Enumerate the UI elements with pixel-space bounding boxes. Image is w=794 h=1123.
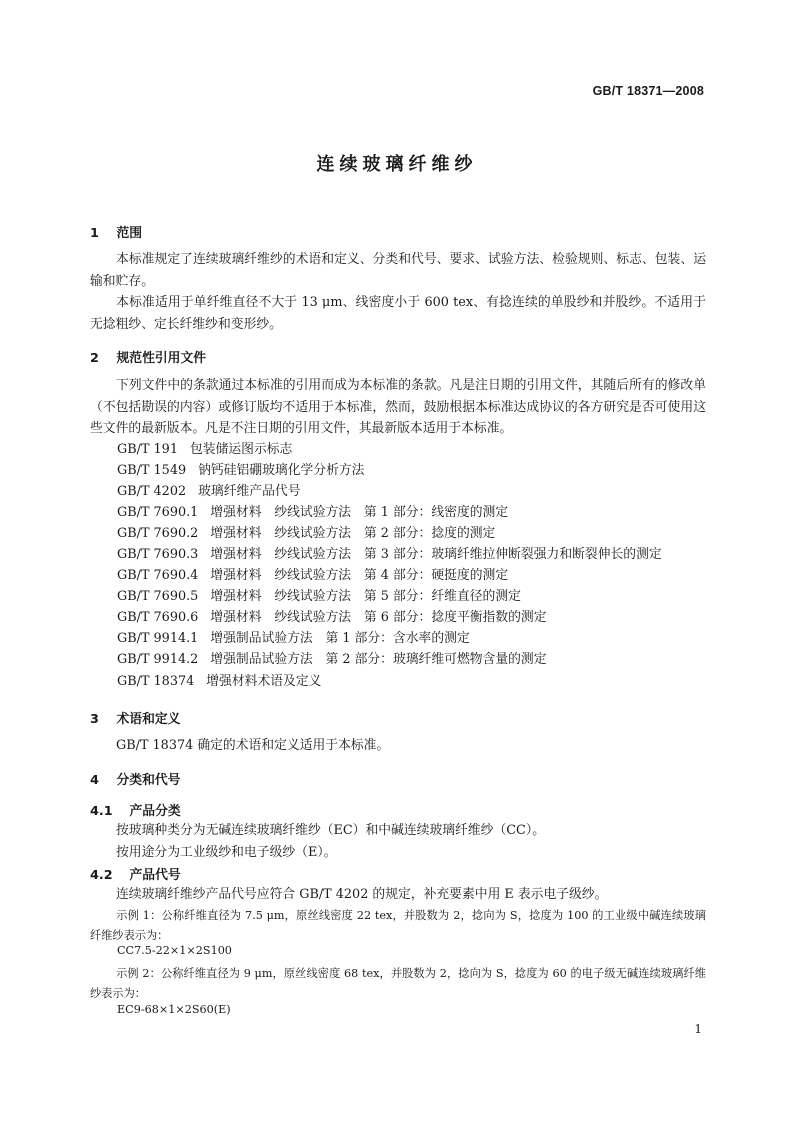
section-3-heading (90, 708, 180, 727)
paragraph: 按玻璃种类分为无碱连续玻璃纤维纱（EC）和中碱连续玻璃纤维纱（CC）。 (116, 823, 546, 838)
example-2-text: 示例 2：公称纤维直径为 9 μm，原丝线密度 68 tex，并股数为 2，捻向为 S，捻度为 60 的电子级无碱连续玻璃纤维纱表示为： (90, 967, 706, 1000)
section-number: 1 (90, 226, 99, 241)
paragraph: 按用途分为工业级纱和电子级纱（E）。 (116, 845, 337, 860)
section-title: 分类和代号 (116, 773, 181, 788)
list-item: GB/T 7690.4 增强材料 纱线试验方法 第 4 部分：硬挺度的测定 (117, 568, 509, 584)
list-item: GB/T 191 包装储运图示标志 (117, 442, 293, 457)
paragraph: 下列文件中的条款通过本标准的引用而成为本标准的条款。凡是注日期的引用文件，其随后所有的修改单（不包括勘误的内容）或修订版均不适用于本标准，然而，鼓励根据本标准达成协议的各方研究是否可使用这些文件的最新版本。凡是不注日期的引用文件，其最新版本适用于本标准。 (90, 378, 706, 436)
list-item: GB/T 7690.6 增强材料 纱线试验方法 第 6 部分：捻度平衡指数的测定 (117, 610, 547, 626)
section-1-heading (90, 222, 142, 241)
subsection-4-1-heading (90, 800, 181, 819)
paragraph: GB/T 18374 确定的术语和定义适用于本标准。 (116, 738, 390, 753)
list-item: GB/T 4202 玻璃纤维产品代号 (117, 484, 301, 500)
section-title: 产品分类 (129, 804, 181, 819)
page-number: 1 (694, 1022, 702, 1036)
section-title: 规范性引用文件 (116, 351, 207, 366)
list-item: GB/T 9914.2 增强制品试验方法 第 2 部分：玻璃纤维可燃物含量的测定 (117, 652, 547, 668)
list-item: GB/T 9914.1 增强制品试验方法 第 1 部分：含水率的测定 (117, 631, 470, 647)
section-title: 术语和定义 (116, 712, 181, 727)
example-1-text: 示例 1：公称纤维直径为 7.5 μm，原丝线密度 22 tex，并股数为 2，捻向为 S，捻度为 100 的工业级中碱连续玻璃纤维纱表示为： (90, 909, 706, 942)
subsection-4-2-heading (90, 864, 181, 883)
section-title: 产品代号 (129, 868, 181, 883)
document-title: 连续玻璃纤维纱 (316, 154, 478, 175)
list-item: GB/T 1549 钠钙硅铝硼玻璃化学分析方法 (117, 463, 365, 479)
section-number: 3 (90, 712, 99, 727)
paragraph: 连续玻璃纤维纱产品代号应符合 GB/T 4202 的规定，补充要素中用 E 表示电子级纱。 (116, 887, 608, 902)
section-number: 2 (90, 351, 99, 366)
paragraph: 本标准规定了连续玻璃纤维纱的术语和定义、分类和代号、要求、试验方法、检验规则、标志、包装、运输和贮存。 (90, 252, 706, 289)
section-2-heading (90, 347, 206, 366)
list-item: GB/T 7690.5 增强材料 纱线试验方法 第 5 部分：纤维直径的测定 (117, 589, 521, 605)
list-item: GB/T 7690.2 增强材料 纱线试验方法 第 2 部分：捻度的测定 (117, 526, 496, 542)
list-item: GB/T 7690.3 增强材料 纱线试验方法 第 3 部分：玻璃纤维拉伸断裂强力和断裂伸长的测定 (117, 547, 662, 563)
section-number: 4.2 (90, 868, 113, 883)
list-item: GB/T 18374 增强材料术语及定义 (117, 673, 322, 689)
section-number: 4.1 (90, 804, 113, 819)
example-2-code: EC9-68×1×2S60(E) (117, 1003, 231, 1016)
paragraph: 本标准适用于单纤维直径不大于 13 μm、线密度小于 600 tex、有捻连续的单股纱和并股纱。不适用于无捻粗纱、定长纤维纱和变形纱。 (90, 295, 706, 332)
list-item: GB/T 7690.1 增强材料 纱线试验方法 第 1 部分：线密度的测定 (117, 505, 509, 521)
section-number: 4 (90, 773, 99, 788)
example-1-code: CC7.5-22×1×2S100 (117, 944, 232, 957)
document-code: GB/T 18371—2008 (592, 84, 704, 98)
section-4-heading (90, 769, 180, 788)
reference-list (117, 439, 662, 692)
section-title: 范围 (116, 226, 143, 241)
